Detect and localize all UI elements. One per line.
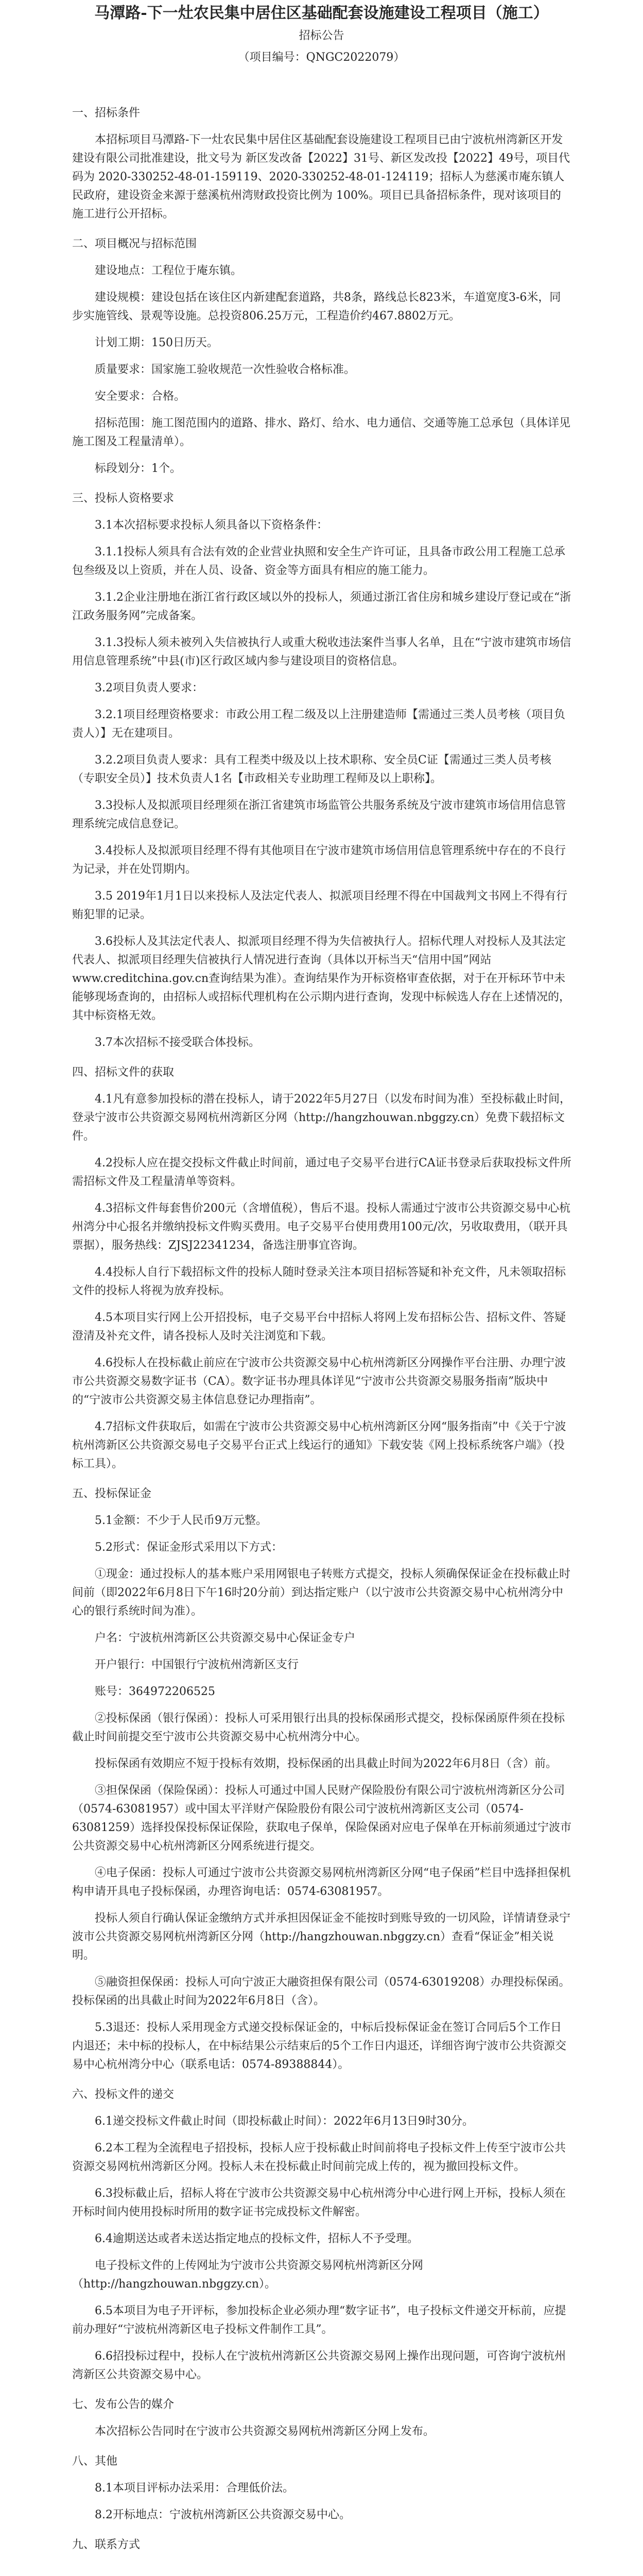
section-paragraph: 4.3招标文件每套售价200元（含增值税），售后不退。投标人需通过宁波市公共资源交易中心杭州湾分中心报名并缴纳投标文件购买费用。电子交易平台使用费用100元/次，另收取费用，（联开具票据），服务热线：ZJSJ22341234，备选注册事宜咨询。 <box>72 1202 570 1252</box>
section-paragraph: 3.1本次招标要求投标人须具备以下资格条件： <box>95 519 328 532</box>
section-paragraph: 3.1.1投标人须具有合法有效的企业营业执照和安全生产许可证，且具备市政公用工程施工总承包叁级及以上资质，并在人员、设备、资金等方面具有相应的施工能力。 <box>72 546 565 577</box>
announcement-title: 马潭路-下一灶农民集中居住区基础配套设施建设工程项目（施工） <box>94 4 549 22</box>
section-paragraph: 6.2本工程为全流程电子招投标，投标人应于投标截止时间前将电子投标文件上传至宁波市公共资源交易网杭州湾新区分网。投标人未在投标截止时间前完成上传的，视为撤回投标文件。 <box>72 2142 566 2173</box>
section-paragraph: 5.2形式：保证金形式采用以下方式： <box>95 1541 283 1554</box>
section-paragraph: ④电子保函：投标人可通过宁波市公共资源交易网杭州湾新区分网“电子保函”栏目中选择担保机构申请开具电子投标保函，办理咨询电话：0574-63081957。 <box>72 1867 571 1898</box>
section-paragraph: 户名：宁波杭州湾新区公共资源交易中心保证金专户 <box>95 1632 356 1645</box>
section-heading: 二、项目概况与招标范围 <box>72 238 197 250</box>
section-paragraph: 开户银行：中国银行宁波杭州湾新区支行 <box>95 1658 299 1671</box>
section-paragraph: 6.5本项目为电子开评标，参加投标企业必须办理“数字证书”，电子投标文件递交开标前，应提前办理好“宁波杭州湾新区电子投标文件制作工具”。 <box>72 2304 566 2336</box>
section-paragraph: 4.7招标文件获取后，如需在宁波市公共资源交易中心杭州湾新区分网“服务指南”中《关于宁波杭州湾新区公共资源交易电子交易平台正式上线运行的通知》下载安装《网上投标系统客户端》（投标工具）。 <box>72 1420 566 1470</box>
section-paragraph: 本次招标公告同时在宁波市公共资源交易网杭州湾新区分网上发布。 <box>95 2425 435 2438</box>
section-paragraph: 3.2项目负责人要求： <box>95 682 203 694</box>
section-paragraph: 招标范围：施工图范围内的道路、排水、路灯、给水、电力通信、交通等施工总承包（具体详见施工图及工程量清单）。 <box>72 417 571 448</box>
section-paragraph: 6.3投标截止后，招标人将在宁波市公共资源交易中心杭州湾分中心进行网上开标，投标人须在开标时间内使用投标时所用的数字证书完成投标文件解密。 <box>72 2187 566 2218</box>
section-paragraph: 3.1.2企业注册地在浙江省行政区域以外的投标人，须通过浙江省住房和城乡建设厅登记或在“浙江政务服务网”完成备案。 <box>72 591 571 622</box>
section-paragraph: 3.6投标人及其法定代表人、拟派项目经理不得为失信被执行人。招标代理人对投标人及其法定代表人、拟派项目经理失信被执行人情况进行查询（具体以开标当天“信用中国”网站www.creditchina.gov.cn查询结果为准）。查询结果作为开标资格审查依据，对于在开标环节中未能够现场查询的，由招标人或招标代理机构在公示期内进行查询，发现中标候选人存在上述情况的，其中标资格无效。 <box>72 935 571 1022</box>
section-paragraph: 本招标项目马潭路-下一灶农民集中居住区基础配套设施建设工程项目已由宁波杭州湾新区开发建设有限公司批准建设，批文号为 新区发改备【2022】31号、新区发改投【2022】49号，项目代码为 2020-330252-48-01-159119、2020-330252-48-01-124119；招标人为慈溪市庵东镇人民政府，建设资金来源于慈溪杭州湾财政投资比例为 100%。项目已具备招标条件，现对该项目的施工进行公开招标。 <box>72 133 570 221</box>
section-paragraph: 账号：364972206525 <box>95 1685 215 1698</box>
section-paragraph: 5.1金额：不少于人民币9万元整。 <box>95 1514 267 1527</box>
section-paragraph: 8.1本项目评标办法采用：合理低价法。 <box>95 2482 294 2495</box>
section-paragraph: 建设地点：工程位于庵东镇。 <box>95 264 242 277</box>
project-number: （项目编号：QNGC2022079） <box>238 51 405 64</box>
section-heading: 七、发布公告的媒介 <box>72 2398 175 2411</box>
section-paragraph: 3.5 2019年1月1日以来投标人及法定代表人、拟派项目经理不得在中国裁判文书网上不得有行贿犯罪的记录。 <box>72 890 567 921</box>
section-paragraph: 安全要求：合格。 <box>95 390 186 403</box>
section-paragraph: 5.3退还：投标人采用现金方式递交投标保证金的，中标后投标保证金在签订合同后5个工作日内退还；未中标的投标人，在中标结果公示结束后的5个工作日内退还，详细咨询宁波市公共资源交易中心杭州湾分中心（联系电话：0574-89388844）。 <box>72 2021 567 2071</box>
section-paragraph: 8.2开标地点：宁波杭州湾新区公共资源交易中心。 <box>95 2509 351 2521</box>
section-paragraph: 4.2投标人应在提交投标文件截止时间前，通过电子交易平台进行CA证书登录后获取投标文件所需招标文件及工程量清单等资料。 <box>72 1157 571 1188</box>
section-paragraph: 电子投标文件的上传网址为宁波市公共资源交易网杭州湾新区分网（http://hangzhouwan.nbggzy.cn）。 <box>72 2259 424 2291</box>
section-paragraph: 4.6投标人在投标截止前应在宁波市公共资源交易中心杭州湾新区分网操作平台注册、办理宁波市公共资源交易数字证书（CA）。数字证书办理具体详见“宁波市公共资源交易服务指南”版块中的“宁波市公共资源交易主体信息登记办理指南”。 <box>72 1357 566 1406</box>
section-heading: 八、其他 <box>72 2455 118 2468</box>
section-paragraph: 质量要求：国家施工验收规范一次性验收合格标准。 <box>95 363 356 376</box>
section-paragraph: 4.5本项目实行网上公开招投标，电子交易平台中招标人将网上发布招标公告、招标文件、答疑澄清及补充文件，请各投标人及时关注浏览和下载。 <box>72 1311 566 1343</box>
announcement-body <box>72 93 571 2563</box>
section-paragraph: 3.2.2项目负责人要求：具有工程类中级及以上技术职称、安全员C证【需通过三类人员考核（专职安全员）】技术负责人1名【市政相关专业助理工程师及以上职称】。 <box>72 754 551 785</box>
section-paragraph: ③担保保函（保险保函）：投标人可通过中国人民财产保险股份有限公司宁波杭州湾新区分公司（0574-63081957）或中国太平洋财产保险股份有限公司宁波杭州湾新区支公司（0574-63081259）选择投保投标保证保险，获取电子保单，保险保函对应电子保单在开标前须通过宁波市公共资源交易中心杭州湾新区分网系统进行提交。 <box>72 1784 571 1853</box>
section-paragraph: 投标保函有效期应不短于投标有效期，投标保函的出具截止时间为2022年6月8日（含）前。 <box>95 1757 557 1770</box>
section-paragraph: 3.7本次招标不接受联合体投标。 <box>95 1036 260 1049</box>
section-paragraph: 6.6招投标过程中，投标人在宁波杭州湾新区公共资源交易网上操作出现问题，可咨询宁波杭州湾新区公共资源交易中心。 <box>72 2350 566 2381</box>
section-heading: 五、投标保证金 <box>72 1487 152 1500</box>
section-heading: 四、招标文件的获取 <box>72 1066 175 1079</box>
section-paragraph: 投标人须自行确认保证金缴纳方式并承担因保证金不能按时到账导致的一切风险，详情请登录宁波市公共资源交易网杭州湾新区分网（http://hangzhouwan.nbggzy.cn）查看“保证金”相关说明。 <box>72 1912 571 1962</box>
section-paragraph: ①现金：通过投标人的基本账户采用网银电子转账方式提交，投标人须确保保证金在投标截止时间前（即2022年6月8日下午16时20分前）到达指定账户（以宁波市公共资源交易中心杭州湾分中心的银行系统时间为准）。 <box>72 1568 571 1618</box>
announcement-subtitle: 招标公告 <box>299 29 344 42</box>
section-paragraph: 4.1凡有意参加投标的潜在投标人，请于2022年5月27日（以发布时间为准）至投标截止时间，登录宁波市公共资源交易网杭州湾新区分网（http://hangzhouwan.nbggzy.cn）免费下载招标文件。 <box>72 1093 571 1143</box>
section-paragraph: 标段划分：1个。 <box>95 462 181 475</box>
section-heading: 三、投标人资格要求 <box>72 492 175 505</box>
section-paragraph: 6.4逾期送达或者未送达指定地点的投标文件，招标人不予受理。 <box>95 2232 419 2245</box>
section-paragraph: 3.3投标人及拟派项目经理须在浙江省建筑市场监管公共服务系统及宁波市建筑市场信用信息管理系统完成信息登记。 <box>72 799 566 831</box>
section-paragraph: 3.4投标人及拟派项目经理不得有其他项目在宁波市建筑市场信用信息管理系统中存在的不良行为记录，并在处罚期内。 <box>72 844 566 876</box>
section-paragraph: ⑤融资担保保函：投标人可向宁波正大融资担保有限公司（0574-63019208）办理投标保函。投标保函的出具截止时间为2022年6月8日（含）。 <box>72 1976 570 2007</box>
section-paragraph: 3.1.3投标人须未被列入失信被执行人或重大税收违法案件当事人名单，且在“宁波市建筑市场信用信息管理系统”中县(市)区行政区域内参与建设项目的资格信息。 <box>72 636 571 668</box>
section-paragraph: 3.2.1项目经理资格要求：市政公用工程二级及以上注册建造师【需通过三类人员考核（项目负责人）】无在建项目。 <box>72 708 565 740</box>
section-paragraph: 4.4投标人自行下载招标文件的投标人随时登录关注本项目招标答疑和补充文件，凡未领取招标文件的投标人将视为放弃投标。 <box>72 1266 566 1297</box>
section-paragraph: 建设规模：建设包括在该住区内新建配套道路，共8条，路线总长823米，车道宽度3-6米，同步实施管线、景观等设施。总投资806.25万元，工程造价约467.8802万元。 <box>72 291 561 323</box>
section-heading: 六、投标文件的递交 <box>72 2088 175 2101</box>
section-paragraph: ②投标保函（银行保函）：投标人可采用银行出具的投标保函形式提交，投标保函原件须在投标截止时间前提交至宁波市公共资源交易中心杭州湾分中心。 <box>72 1712 565 1743</box>
section-paragraph: 计划工期：150日历天。 <box>95 336 218 349</box>
section-paragraph: 6.1递交投标文件截止时间（即投标截止时间）：2022年6月13日9时30分。 <box>95 2115 474 2128</box>
section-heading: 一、招标条件 <box>72 107 141 120</box>
section-heading: 九、联系方式 <box>72 2538 141 2551</box>
